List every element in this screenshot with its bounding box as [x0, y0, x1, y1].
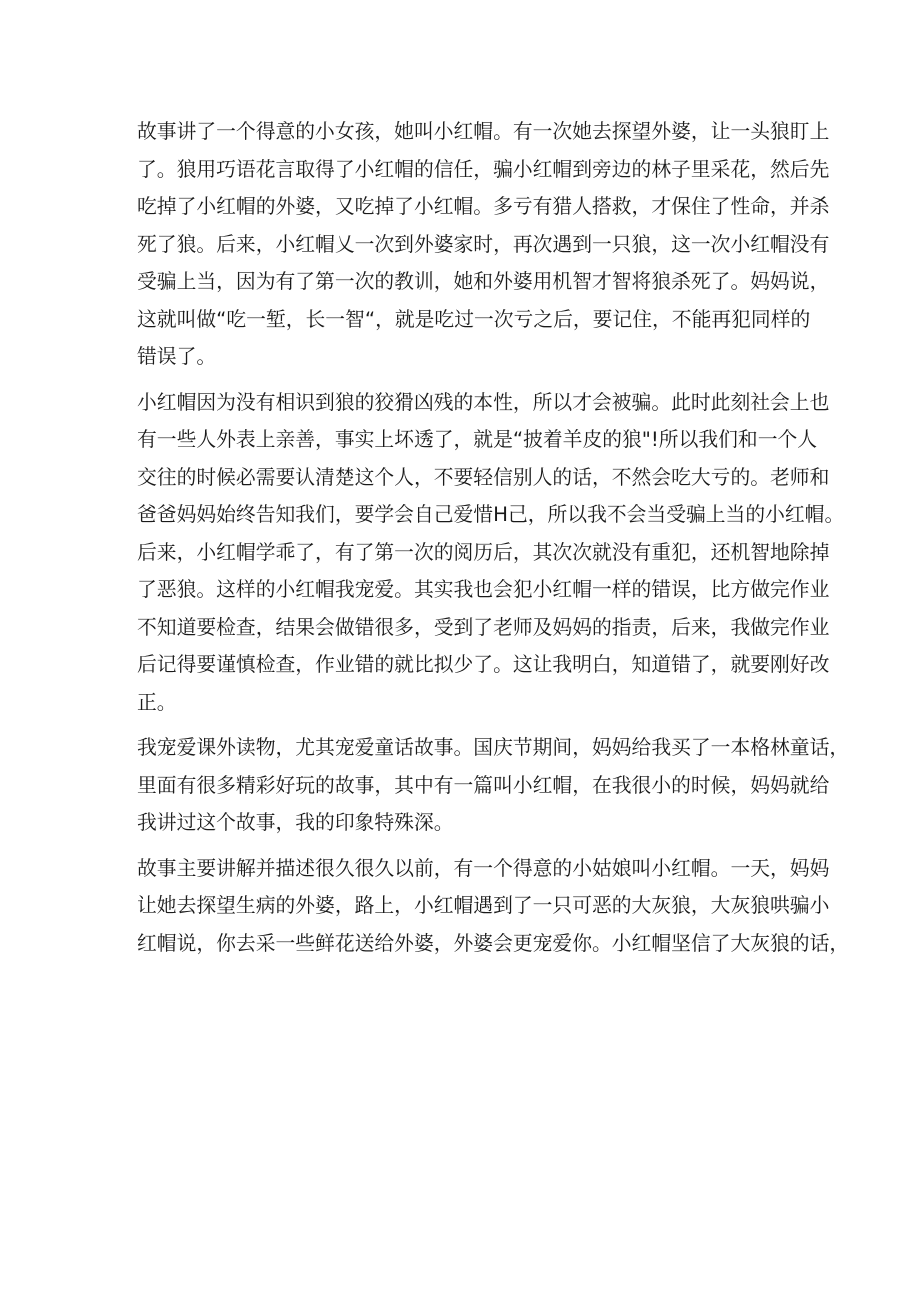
- text-line: 交往的时候必需要认清楚这个人，不要轻信别人的话，不然会吃大亏的。老师和: [137, 465, 830, 489]
- text-line: 吃掉了小红帽的外婆，又吃掉了小红帽。多亏有猎人搭救，才保住了性命，并杀: [137, 195, 830, 218]
- paragraph-1: [137, 113, 830, 376]
- text-line: 爸爸妈妈始终告知我们，要学会自己爱惜H己，所以我不会当受骗上当的小红帽。: [137, 503, 845, 526]
- paragraph-4: [137, 850, 850, 963]
- text-line: 这就叫做“吃一堑，长一智“，就是吃过一次亏之后，要记住，不能再犯同样的: [137, 307, 811, 331]
- text-line: 受骗上当，因为有了第一次的教训，她和外婆用机智才智将狼杀死了。妈妈说，: [137, 270, 830, 293]
- text-line: 错误了。: [137, 345, 217, 368]
- paragraph-2: [137, 384, 845, 722]
- text-line: 了。狼用巧语花言取得了小红帽的信任，骗小红帽到旁边的林子里采花，然后先: [137, 157, 830, 181]
- text-line: 后记得要谨慎检查，作业错的就比拟少了。这让我明白，知道错了，就要刚好改: [137, 653, 830, 676]
- document-body: [137, 113, 850, 970]
- text-line: 有一些人外表上亲善，事实上坏透了，就是“披着羊皮的狼"!所以我们和一个人: [137, 428, 818, 451]
- text-line: 了恶狼。这样的小红帽我宠爱。其实我也会犯小红帽一样的错误，比方做完作业: [137, 578, 830, 601]
- text-line: 正。: [137, 690, 177, 714]
- text-line: 我讲过这个故事，我的印象特殊深。: [137, 811, 454, 834]
- text-line: 不知道要检查，结果会做错很多，受到了老师及妈妈的指责，后来，我做完作业: [137, 615, 830, 639]
- text-line: 让她去探望生病的外婆，路上，小红帽遇到了一只可恶的大灰狼，大灰狼哄骗小: [137, 894, 830, 917]
- text-line: 小红帽因为没有相识到狼的狡猾凶残的本性，所以才会被骗。此时此刻社会上也: [137, 390, 830, 414]
- text-line: 后来，小红帽学乖了，有了第一次的阅历后，其次次就没有重犯，还机智地除掉: [137, 540, 830, 564]
- text-line: 红帽说，你去采一些鲜花送给外婆，外婆会更宠爱你。小红帽坚信了大灰狼的话，: [137, 931, 850, 955]
- text-line: 我宠爱课外读物，尤其宠爱童话故事。国庆节期间，妈妈给我买了一本格林童话，: [137, 736, 850, 759]
- text-line: 里面有很多精彩好玩的故事，其中有一篇叫小红帽，在我很小的时候，妈妈就给: [137, 773, 830, 797]
- text-line: 故事主要讲解并描述很久很久以前，有一个得意的小姑娘叫小红帽。一天，妈妈: [137, 856, 830, 880]
- paragraph-3: [137, 729, 850, 842]
- text-line: 故事讲了一个得意的小女孩，她叫小红帽。有一次她去探望外婆，让一头狼盯上: [137, 120, 830, 143]
- text-line: 死了狼。后来，小红帽乂一次到外婆家时，再次遇到一只狼，这一次小红帽没有: [137, 232, 830, 256]
